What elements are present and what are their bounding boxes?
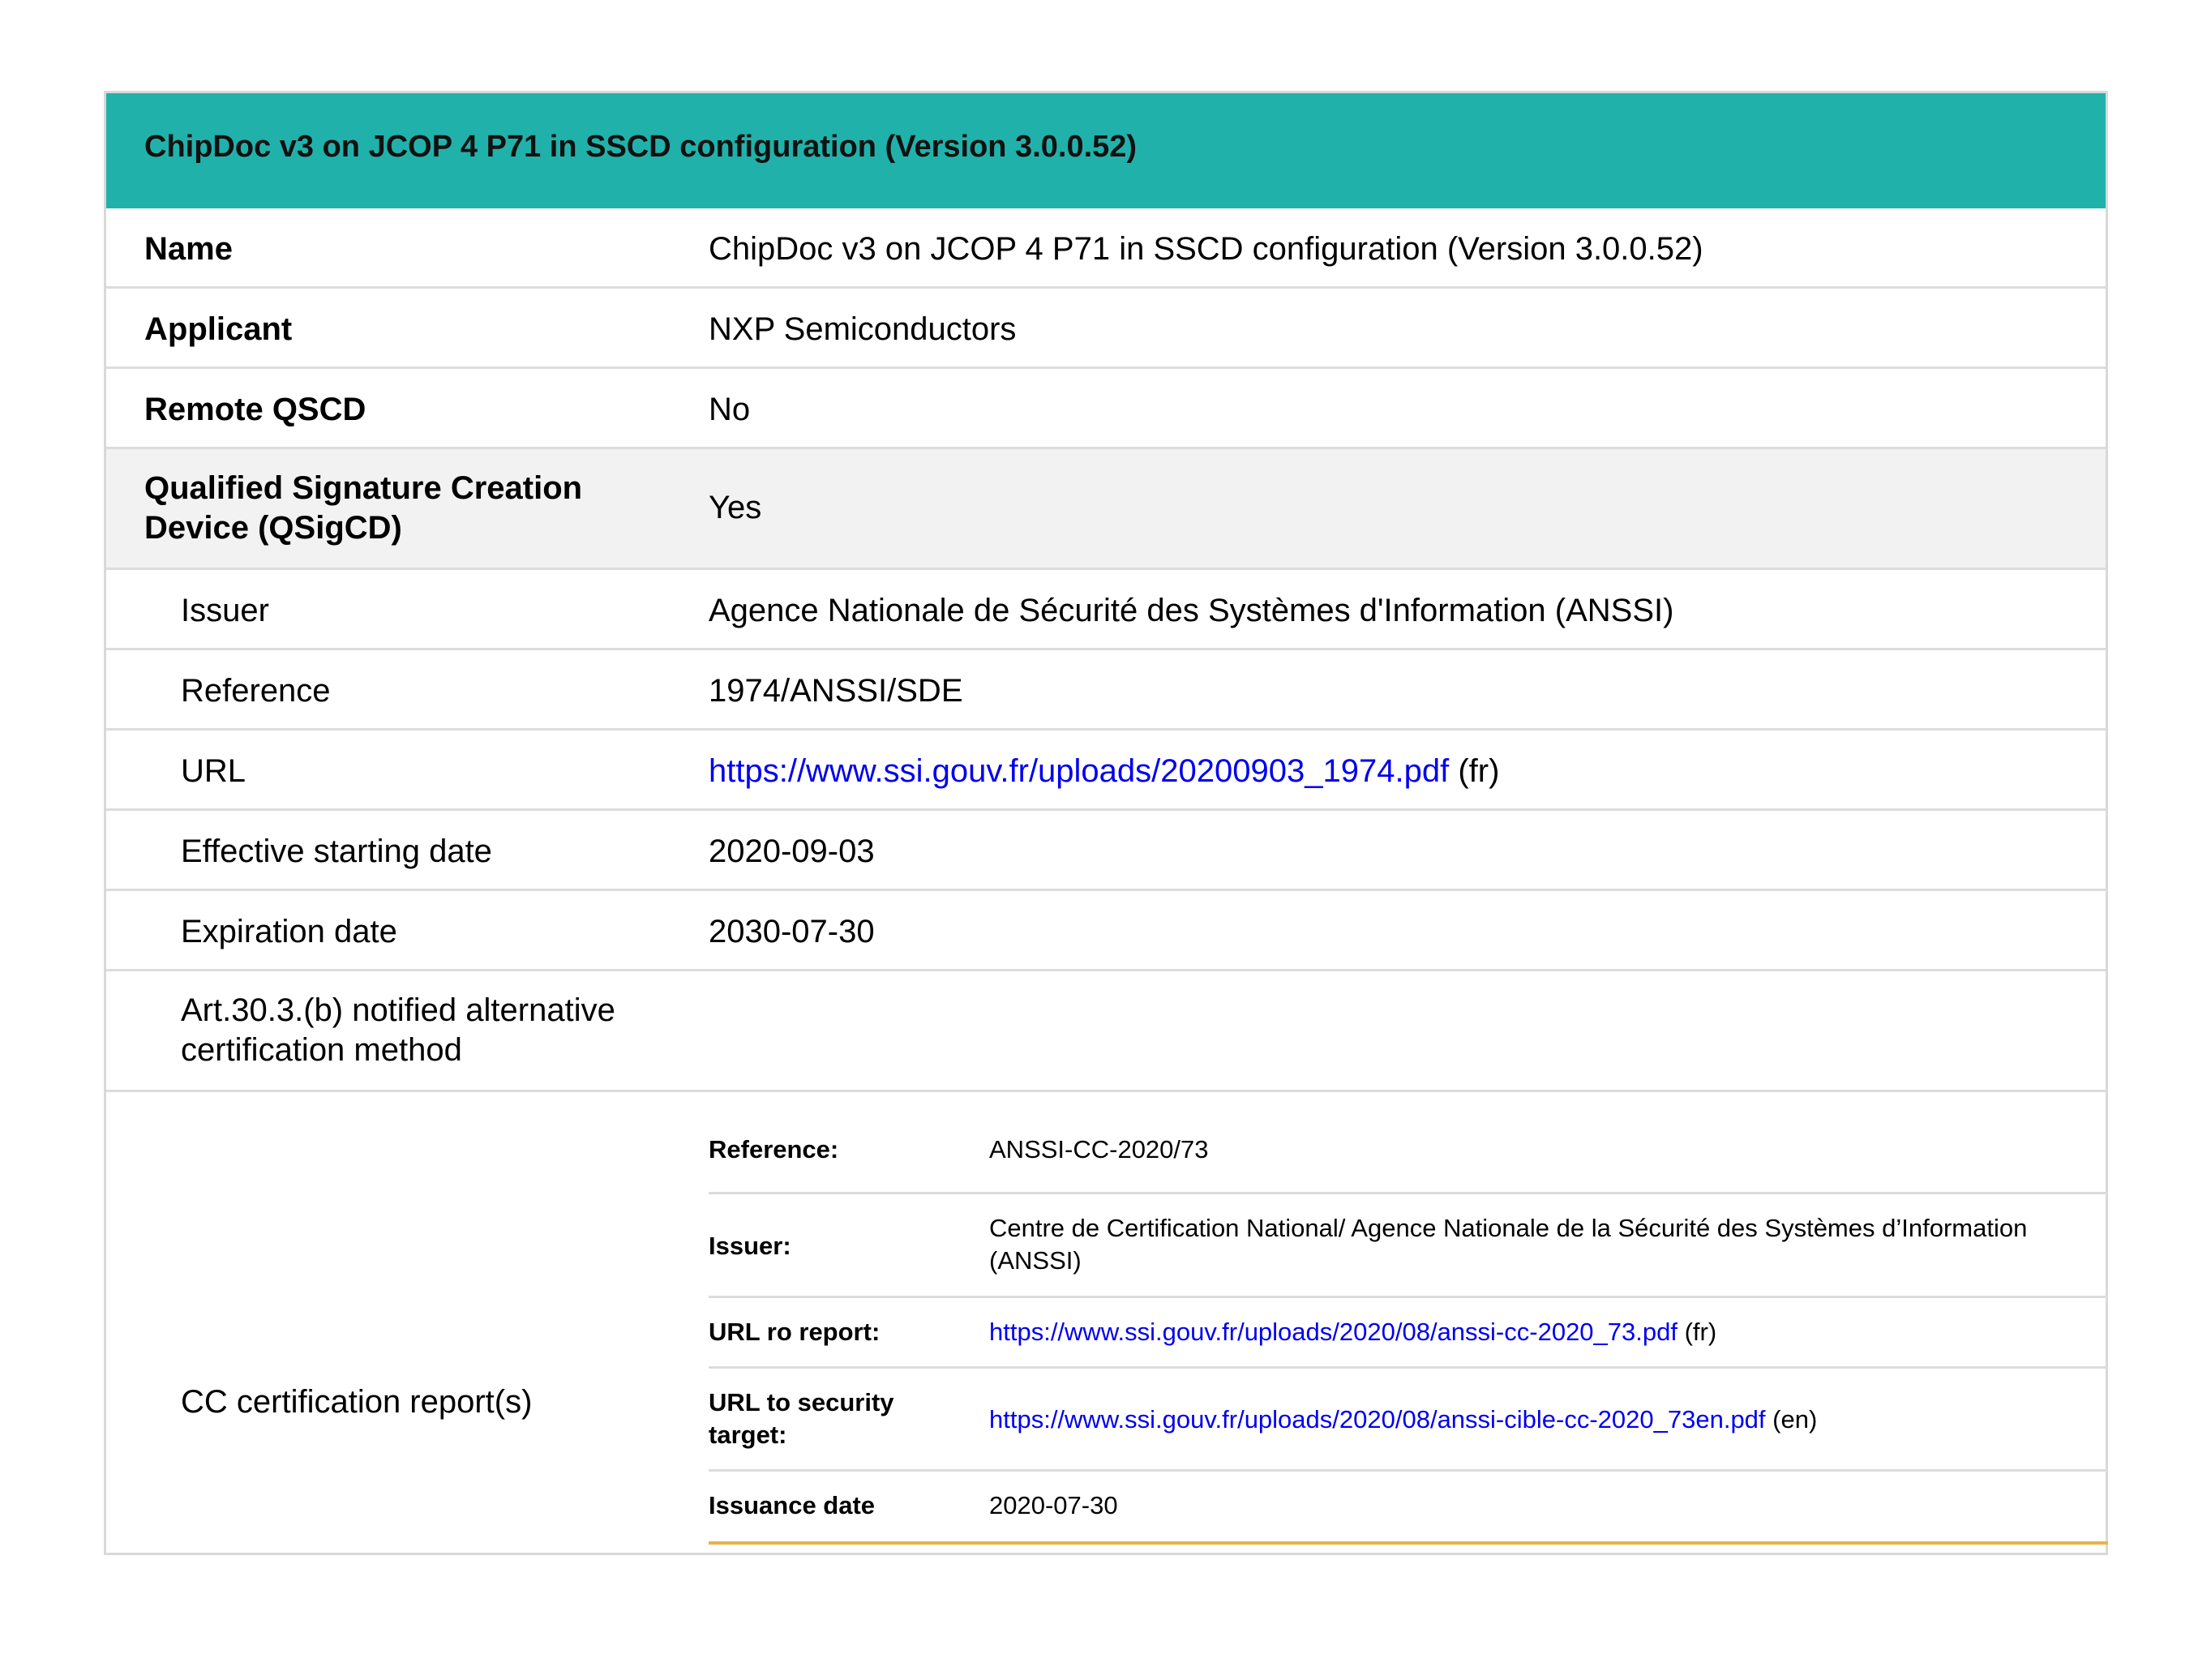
card-title: ChipDoc v3 on JCOP 4 P71 in SSCD configuration (Version 3.0.0.52) [144, 130, 1138, 164]
cc-row-reference [709, 1103, 2108, 1194]
expiration-label: Expiration date [181, 914, 397, 949]
alt-method-label-line2: certification method [181, 1032, 462, 1068]
cc-reference-value: ANSSI-CC-2020/73 [989, 1135, 1209, 1164]
cc-issuance-date-key: Issuance date [709, 1491, 876, 1519]
remote-qscd-value: No [709, 392, 751, 427]
cc-url-report-key: URL ro report: [709, 1318, 881, 1346]
cc-url-target-value [989, 1404, 2100, 1436]
cc-issuer-value-line1: Centre de Certification National/ Agence Nationale de la Sécurité des Systèmes d’Information [989, 1214, 2028, 1242]
cc-row-issuer [709, 1194, 2108, 1298]
card-header [106, 93, 2106, 208]
row-effective-start [106, 811, 2106, 891]
cc-issuer-value [989, 1212, 2100, 1277]
cc-issuer-key: Issuer: [709, 1232, 791, 1260]
cc-url-target-link[interactable]: https://www.ssi.gouv.fr/uploads/2020/08/anssi-cible-cc-2020_73en.pdf [989, 1405, 1766, 1434]
cc-reference-key: Reference: [709, 1135, 839, 1164]
row-issuer [106, 570, 2106, 650]
expiration-value: 2030-07-30 [709, 914, 875, 949]
qsigcd-label-line2: Device (QSigCD) [144, 510, 402, 546]
row-url [106, 731, 2106, 811]
name-label: Name [144, 231, 233, 267]
cc-issuer-value-line2: (ANSSI) [989, 1246, 1082, 1275]
cc-url-target-key-line2: target: [709, 1421, 787, 1449]
cc-url-target-key [709, 1386, 952, 1451]
url-link[interactable]: https://www.ssi.gouv.fr/uploads/20200903_1974.pdf [709, 753, 1450, 789]
applicant-value: NXP Semiconductors [709, 311, 1017, 347]
cc-url-target-key-line1: URL to security [709, 1388, 894, 1416]
name-value: ChipDoc v3 on JCOP 4 P71 in SSCD configuration (Version 3.0.0.52) [709, 231, 1703, 267]
certificate-card [104, 91, 2108, 1555]
cc-reports-table [709, 1103, 2108, 1545]
row-remote-qscd [106, 369, 2106, 449]
effective-start-value: 2020-09-03 [709, 834, 875, 869]
row-alt-method [106, 971, 2106, 1092]
url-value [709, 752, 1499, 791]
qsigcd-label [144, 469, 582, 548]
cc-row-url-report [709, 1298, 2108, 1369]
row-reference [106, 650, 2106, 731]
reference-value: 1974/ANSSI/SDE [709, 673, 963, 709]
cc-url-report-link[interactable]: https://www.ssi.gouv.fr/uploads/2020/08/anssi-cc-2020_73.pdf [989, 1318, 1678, 1346]
row-qsigcd [106, 449, 2106, 570]
cc-url-target-lang: (en) [1772, 1405, 1818, 1434]
reference-label: Reference [181, 673, 331, 709]
effective-start-label: Effective starting date [181, 834, 492, 869]
issuer-label: Issuer [181, 593, 269, 628]
cc-row-issuance-date [709, 1472, 2108, 1545]
row-name [106, 208, 2106, 289]
qsigcd-label-line1: Qualified Signature Creation [144, 470, 583, 506]
applicant-label: Applicant [144, 311, 293, 347]
cc-reports-label: CC certification report(s) [181, 1384, 533, 1420]
url-label: URL [181, 753, 246, 789]
qsigcd-value: Yes [709, 490, 762, 525]
alt-method-label-line1: Art.30.3.(b) notified alternative [181, 992, 615, 1028]
cc-issuance-date-value: 2020-07-30 [989, 1491, 1118, 1519]
cc-url-report-lang: (fr) [1684, 1318, 1717, 1346]
issuer-value: Agence Nationale de Sécurité des Systèmes d'Information (ANSSI) [709, 593, 1674, 628]
cc-url-report-value [989, 1316, 2100, 1348]
row-expiration [106, 891, 2106, 971]
alt-method-label [181, 991, 615, 1070]
row-applicant [106, 289, 2106, 369]
remote-qscd-label: Remote QSCD [144, 392, 366, 427]
cc-row-url-target [709, 1369, 2108, 1472]
url-lang: (fr) [1458, 753, 1500, 789]
